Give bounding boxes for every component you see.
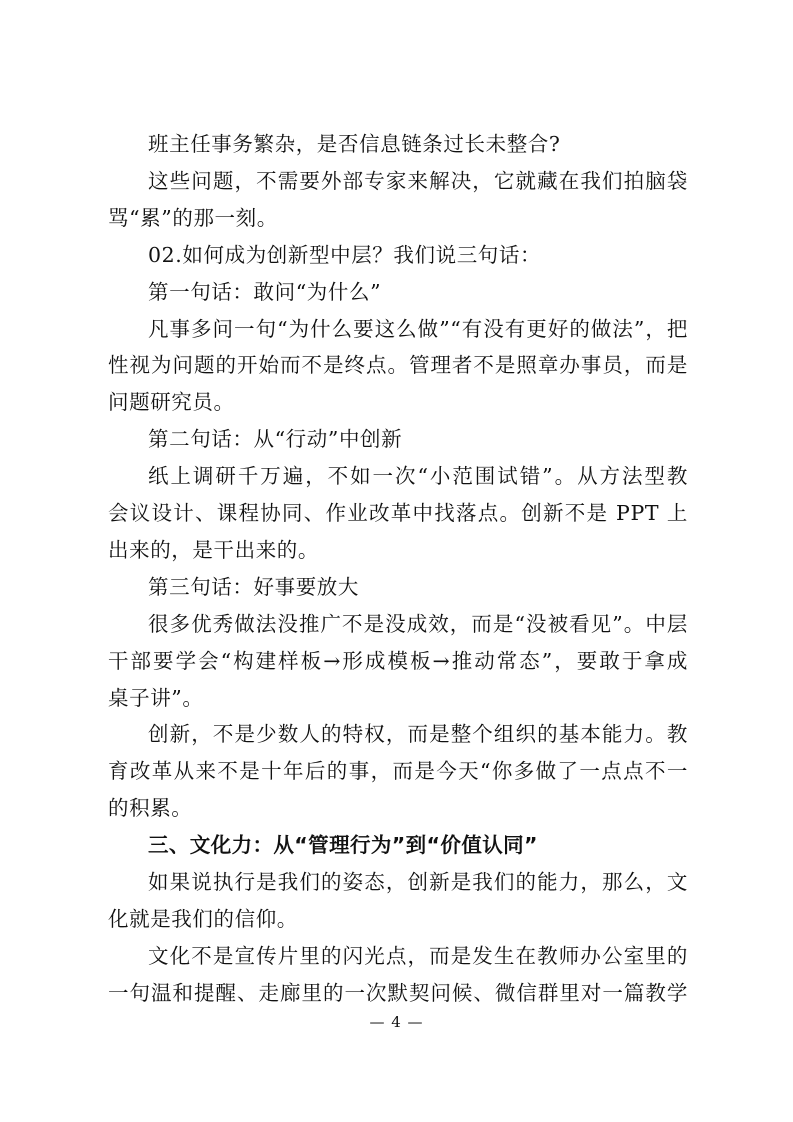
paragraph-line: 这些问题，不需要外部专家来解决，它就藏在我们拍脑袋 (148, 169, 688, 193)
paragraph-line: 很多优秀做法没推广不是没成效，而是“没被看见”。中层 (148, 612, 688, 636)
paragraph-line: 化就是我们的信仰。 (108, 907, 298, 931)
page-number: — 4 — (369, 1013, 424, 1031)
paragraph-line: 创新，不是少数人的特权，而是整个组织的基本能力。教 (148, 722, 688, 746)
paragraph-line: 如果说执行是我们的姿态，创新是我们的能力，那么，文 (148, 870, 688, 894)
paragraph-line: 骂“累”的那一刻。 (108, 206, 278, 230)
paragraph-line: 一句温和提醒、走廊里的一次默契问候、微信群里对一篇教学 (108, 981, 688, 1005)
section-subheading: 02.如何成为创新型中层？我们说三句话： (148, 243, 542, 267)
paragraph-line: 性视为问题的开始而不是终点。管理者不是照章办事员，而是 (108, 353, 688, 377)
paragraph-line: 育改革从来不是十年后的事，而是今天“你多做了一点点不一 (108, 759, 688, 783)
section-heading: 三、文化力：从“管理行为”到“价值认同” (148, 833, 538, 857)
paragraph-line: 文化不是宣传片里的闪光点，而是发生在教师办公室里的 (148, 944, 688, 968)
paragraph-line: 纸上调研千万遍，不如一次“小范围试错”。从方法型教 (148, 464, 688, 488)
paragraph-line: 问题研究员。 (108, 390, 235, 414)
paragraph-line: 会议设计、课程协同、作业改革中找落点。创新不是 PPT 上 (108, 501, 688, 525)
point-title: 第二句话：从“行动”中创新 (148, 427, 403, 451)
paragraph-line: 班主任事务繁杂，是否信息链条过长未整合? (148, 132, 561, 156)
paragraph-line: 的积累。 (108, 796, 193, 820)
paragraph-line: 凡事多问一句“为什么要这么做”“有没有更好的做法”，把 (148, 317, 688, 341)
point-title: 第一句话：敢问“为什么” (148, 280, 382, 304)
point-title: 第三句话：好事要放大 (148, 575, 359, 599)
paragraph-line: 干部要学会“构建样板→形成模板→推动常态”，要敢于拿成 (108, 649, 688, 673)
paragraph-line: 出来的，是干出来的。 (108, 538, 319, 562)
paragraph-line: 桌子讲”。 (108, 686, 204, 710)
